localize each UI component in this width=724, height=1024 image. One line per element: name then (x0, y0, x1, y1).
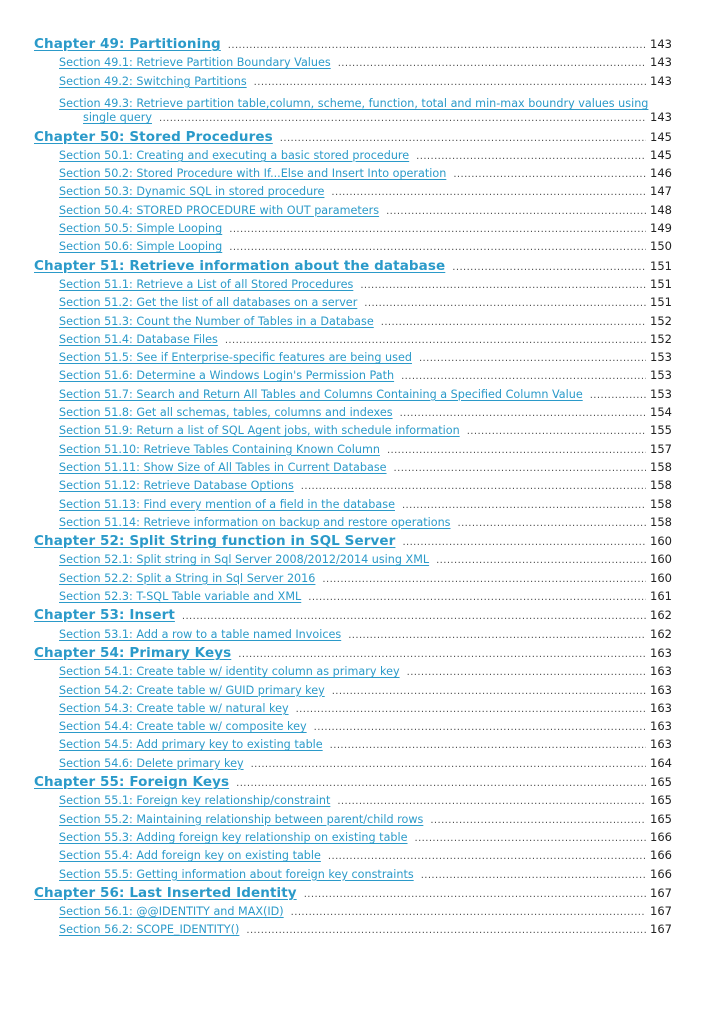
dot-leader (229, 224, 646, 235)
section-entry[interactable] (59, 314, 672, 331)
section-entry[interactable] (59, 203, 672, 220)
dot-leader (458, 518, 647, 529)
section-entry-link[interactable]: Section 55.5: Getting information about foreign key constraints (59, 867, 414, 881)
page-number: 143 (650, 110, 672, 125)
section-entry-link[interactable]: Section 50.6: Simple Looping (59, 240, 223, 254)
section-entry[interactable] (59, 277, 672, 294)
section-entry[interactable] (59, 830, 672, 847)
chapter-entry[interactable] (34, 533, 672, 552)
chapter-entry-link[interactable]: Chapter 53: Insert (34, 607, 175, 624)
page-number: 145 (650, 147, 672, 162)
section-entry-continuation-link[interactable]: single query (83, 111, 152, 125)
dot-leader (590, 390, 646, 401)
page-number: 166 (650, 866, 672, 881)
section-entry-link[interactable]: Section 51.4: Database Files (59, 332, 218, 346)
page-number: 163 (650, 700, 672, 715)
dot-leader (419, 353, 646, 364)
section-entry-link[interactable]: Section 49.1: Retrieve Partition Boundary Values (59, 56, 331, 70)
chapter-entry-link[interactable]: Chapter 54: Primary Keys (34, 644, 232, 661)
section-entry-link[interactable]: Section 51.8: Get all schemas, tables, columns and indexes (59, 406, 393, 419)
dot-leader (394, 463, 647, 474)
section-entry-link[interactable]: Section 51.2: Get the list of all databases on a server (59, 296, 358, 310)
dot-leader (246, 925, 646, 936)
page-number: 153 (650, 386, 672, 401)
section-entry[interactable] (59, 74, 672, 91)
section-entry-link[interactable]: Section 52.2: Split a String in Sql Server 2016 (59, 571, 316, 585)
chapter-entry-link[interactable]: Chapter 55: Foreign Keys (34, 774, 230, 790)
page-number: 167 (650, 922, 672, 937)
section-entry[interactable] (59, 904, 672, 921)
chapter-entry[interactable] (34, 258, 672, 277)
section-entry[interactable] (59, 405, 672, 422)
section-entry-link[interactable]: Section 51.6: Determine a Windows Login's Permission Path (59, 369, 395, 383)
section-entry-continuation[interactable] (83, 110, 672, 127)
chapter-entry-link[interactable]: Chapter 52: Split String function in SQL Server (34, 533, 396, 550)
dot-leader (400, 408, 646, 419)
section-entry-link[interactable]: Section 49.2: Switching Partitions (59, 74, 247, 88)
section-entry[interactable] (59, 295, 672, 312)
dot-leader (401, 371, 646, 382)
chapter-entry[interactable] (34, 129, 672, 148)
page-number: 143 (650, 73, 672, 88)
section-entry[interactable] (59, 627, 672, 644)
dot-leader (251, 759, 646, 770)
page-number: 160 (650, 534, 672, 549)
page-number: 151 (650, 258, 672, 273)
section-entry[interactable] (59, 793, 672, 810)
section-entry-link[interactable]: Section 51.14: Retrieve information on backup and restore operations (59, 515, 451, 529)
dot-leader (416, 151, 646, 162)
section-entry-link[interactable]: Section 55.1: Foreign key relationship/constraint (59, 794, 331, 808)
dot-leader (314, 722, 646, 733)
section-entry-link[interactable]: Section 50.1: Creating and executing a basic stored procedure (59, 148, 410, 162)
section-entry[interactable] (59, 460, 672, 477)
page-number: 167 (650, 885, 672, 900)
dot-leader (415, 833, 647, 844)
dot-leader (407, 667, 646, 678)
page-number: 154 (650, 405, 672, 419)
dot-leader (238, 649, 646, 660)
dot-leader (236, 778, 646, 789)
page-number: 158 (650, 459, 672, 474)
page-number: 162 (650, 608, 672, 623)
section-entry[interactable] (59, 515, 672, 532)
section-entry[interactable] (59, 552, 672, 569)
page-number: 143 (650, 37, 672, 51)
page-number: 163 (650, 645, 672, 660)
dot-leader (436, 555, 646, 566)
section-entry-link[interactable]: Section 54.5: Add primary key to existing table (59, 738, 323, 752)
dot-leader (386, 206, 646, 217)
section-entry[interactable] (59, 239, 672, 256)
dot-leader (301, 481, 646, 492)
section-entry[interactable] (59, 332, 672, 349)
section-entry[interactable] (59, 848, 672, 865)
section-entry-link[interactable]: Section 51.3: Count the Number of Tables in a Database (59, 314, 374, 328)
dot-leader (280, 133, 646, 144)
section-entry[interactable] (59, 442, 672, 459)
chapter-entry-link[interactable]: Chapter 51: Retrieve information about the database (34, 257, 446, 274)
dot-leader (348, 630, 646, 641)
section-entry-link[interactable]: Section 50.5: Simple Looping (59, 222, 223, 235)
section-entry-link[interactable]: Section 54.2: Create table w/ GUID primary key (59, 683, 325, 697)
page-number: 153 (650, 350, 672, 365)
dot-leader (453, 169, 646, 180)
section-entry[interactable] (59, 737, 672, 754)
page-number: 152 (650, 331, 672, 346)
page-number: 151 (650, 276, 672, 291)
section-entry[interactable] (59, 387, 672, 404)
dot-leader (467, 426, 646, 437)
page-number: 158 (650, 478, 672, 493)
page-number: 158 (650, 496, 672, 511)
dot-leader (421, 870, 646, 881)
page-number: 166 (650, 829, 672, 844)
dot-leader (182, 611, 646, 622)
page-number: 164 (650, 755, 672, 770)
section-entry-link[interactable]: Section 51.11: Show Size of All Tables in Current Database (59, 460, 387, 474)
chapter-entry[interactable] (34, 645, 672, 664)
section-entry-link[interactable]: Section 55.4: Add foreign key on existing table (59, 849, 321, 863)
page-number: 143 (650, 55, 672, 70)
page-number: 167 (650, 904, 672, 919)
section-entry-link[interactable]: Section 55.3: Adding foreign key relationship on existing table (59, 830, 408, 844)
section-entry-link[interactable]: Section 49.3: Retrieve partition table,column, scheme, function, total and min-max boundry values using (59, 96, 649, 110)
section-entry-link[interactable]: Section 56.1: @@IDENTITY and MAX(ID) (59, 905, 284, 919)
section-entry[interactable] (59, 664, 672, 681)
dot-leader (402, 537, 646, 548)
page-number: 165 (650, 775, 672, 789)
dot-leader (308, 592, 646, 603)
section-entry-link[interactable]: Section 51.10: Retrieve Tables Containing Known Column (59, 442, 380, 456)
dot-leader (364, 298, 646, 309)
chapter-entry[interactable] (34, 774, 672, 793)
section-entry[interactable] (59, 368, 672, 385)
section-entry-link[interactable]: Section 54.6: Delete primary key (59, 756, 244, 770)
dot-leader (322, 574, 646, 585)
dot-leader (337, 796, 646, 807)
section-entry-link[interactable]: Section 54.1: Create table w/ identity column as primary key (59, 665, 400, 679)
section-entry-link[interactable]: Section 51.5: See if Enterprise-specific features are being used (59, 351, 412, 365)
dot-leader (360, 280, 646, 291)
page-number: 166 (650, 848, 672, 863)
section-entry[interactable] (59, 166, 672, 183)
section-entry[interactable] (59, 184, 672, 201)
section-entry-link[interactable]: Section 53.1: Add a row to a table named Invoices (59, 627, 342, 641)
section-entry-link[interactable]: Section 56.2: SCOPE_IDENTITY() (59, 923, 240, 937)
dot-leader (328, 851, 646, 862)
page-number: 151 (650, 295, 672, 310)
dot-leader (330, 740, 646, 751)
page-number: 153 (650, 368, 672, 383)
page-number: 152 (650, 313, 672, 328)
page-number: 160 (650, 552, 672, 567)
section-entry[interactable] (59, 589, 672, 606)
section-entry-link[interactable]: Section 55.2: Maintaining relationship between parent/child rows (59, 812, 424, 826)
page-number: 150 (650, 239, 672, 254)
page-number: 155 (650, 423, 672, 438)
section-entry[interactable] (59, 478, 672, 495)
chapter-entry-link[interactable]: Chapter 56: Last Inserted Identity (34, 884, 297, 901)
section-entry-link[interactable]: Section 52.3: T-SQL Table variable and XML (59, 590, 302, 603)
dot-leader (291, 907, 646, 918)
section-entry[interactable] (59, 756, 672, 773)
section-entry[interactable] (59, 350, 672, 367)
page-number: 146 (650, 166, 672, 181)
dot-leader (159, 113, 646, 124)
page-number: 163 (650, 719, 672, 734)
page-number: 161 (650, 589, 672, 603)
section-entry[interactable] (59, 683, 672, 700)
section-entry[interactable] (59, 922, 672, 939)
page-number: 163 (650, 737, 672, 752)
dot-leader (304, 889, 646, 900)
dot-leader (225, 335, 646, 346)
section-entry[interactable] (59, 867, 672, 884)
dot-leader (452, 262, 646, 273)
section-entry[interactable] (59, 148, 672, 165)
chapter-entry[interactable] (34, 36, 672, 55)
dot-leader (338, 58, 646, 69)
page-number: 163 (650, 682, 672, 697)
page-number: 149 (650, 221, 672, 235)
chapter-entry[interactable] (34, 607, 672, 626)
dot-leader (296, 704, 646, 715)
section-entry-link[interactable]: Section 54.3: Create table w/ natural key (59, 701, 289, 715)
dot-leader (387, 445, 646, 456)
section-entry[interactable] (59, 571, 672, 588)
dot-leader (402, 500, 646, 511)
page-number: 163 (650, 664, 672, 679)
section-entry-line1[interactable] (59, 92, 672, 109)
section-entry-link[interactable]: Section 54.4: Create table w/ composite key (59, 720, 307, 734)
dot-leader (430, 815, 646, 826)
page-number: 165 (650, 811, 672, 826)
page-number: 147 (650, 184, 672, 199)
section-entry-link[interactable]: Section 51.1: Retrieve a List of all Stored Procedures (59, 277, 354, 291)
section-entry-link[interactable]: Section 52.1: Split string in Sql Server 2008/2012/2014 using XML (59, 553, 430, 567)
section-entry-link[interactable]: Section 50.3: Dynamic SQL in stored procedure (59, 185, 325, 199)
page-number: 165 (650, 793, 672, 808)
section-entry[interactable] (59, 55, 672, 72)
section-entry-link[interactable]: Section 51.12: Retrieve Database Options (59, 479, 294, 493)
page-number: 162 (650, 626, 672, 641)
dot-leader (381, 317, 646, 328)
dot-leader (332, 686, 646, 697)
dot-leader (254, 77, 646, 88)
chapter-entry-link[interactable]: Chapter 50: Stored Procedures (34, 128, 273, 145)
section-entry[interactable] (59, 221, 672, 238)
dot-leader (229, 242, 646, 253)
page-number: 160 (650, 570, 672, 585)
dot-leader (331, 187, 646, 198)
page-number: 158 (650, 514, 672, 529)
dot-leader (228, 40, 646, 51)
page-number: 148 (650, 202, 672, 217)
section-entry-link[interactable]: Section 50.2: Stored Procedure with If...Else and Insert Into operation (59, 167, 447, 181)
page-number: 145 (650, 129, 672, 144)
section-entry[interactable] (59, 423, 672, 440)
chapter-entry[interactable] (34, 885, 672, 904)
chapter-entry-link[interactable]: Chapter 49: Partitioning (34, 36, 221, 52)
section-entry[interactable] (59, 812, 672, 829)
section-entry[interactable] (59, 719, 672, 736)
page-number: 157 (650, 441, 672, 456)
section-entry-link[interactable]: Section 50.4: STORED PROCEDURE with OUT parameters (59, 203, 380, 217)
section-entry-link[interactable]: Section 51.7: Search and Return All Tables and Columns Containing a Specified Column Value (59, 387, 583, 401)
section-entry[interactable] (59, 701, 672, 718)
section-entry-link[interactable]: Section 51.9: Return a list of SQL Agent jobs, with schedule information (59, 424, 460, 438)
section-entry-link[interactable]: Section 51.13: Find every mention of a field in the database (59, 497, 395, 511)
section-entry[interactable] (59, 497, 672, 514)
